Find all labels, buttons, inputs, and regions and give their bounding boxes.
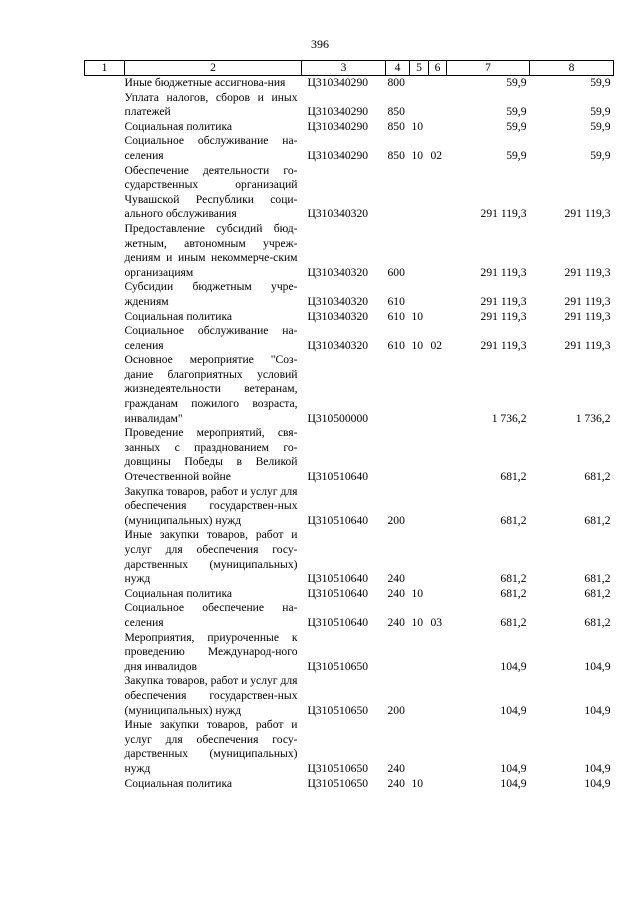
row-rz-cell bbox=[410, 280, 429, 309]
row-value-col7-cell: 681,2 bbox=[500, 572, 527, 586]
row-vr-cell: 610 bbox=[387, 309, 405, 323]
row-value-col8-cell: 681,2 bbox=[584, 615, 611, 629]
row-vr-cell: 200 bbox=[387, 703, 405, 717]
row-name-cell: Проведение мероприятий, свя-занных с празднованием го-довщины Победы в Великой Отечественной войне bbox=[124, 426, 298, 484]
row-pr-cell bbox=[429, 426, 447, 484]
row-name-cell: Иные закупки товаров, работ и услуг для обеспечения госу-дарственных (муниципальных) нужд bbox=[124, 718, 298, 775]
row-pr-cell bbox=[429, 310, 447, 325]
table-row bbox=[85, 280, 614, 309]
row-rz-cell bbox=[410, 631, 429, 675]
row-vr-cell: 610 bbox=[387, 294, 405, 308]
row-index-cell bbox=[85, 587, 125, 602]
row-rz-cell: 10 bbox=[411, 338, 424, 352]
row-value-col7-cell: 291 119,3 bbox=[480, 338, 527, 352]
table-body bbox=[85, 76, 614, 792]
row-index-cell bbox=[85, 120, 125, 135]
row-name-cell: Социальное обеспечение на-селения bbox=[124, 601, 298, 629]
row-code-cell: Ц310510640 bbox=[307, 572, 369, 586]
row-rz-cell: 10 bbox=[411, 586, 424, 600]
column-header: 8 bbox=[530, 61, 614, 76]
row-vr-cell bbox=[386, 353, 410, 426]
row-code-cell: Ц310340320 bbox=[307, 309, 369, 323]
row-code-cell: Ц310340290 bbox=[307, 119, 369, 133]
row-pr-cell bbox=[429, 587, 447, 602]
row-pr-cell: 02 bbox=[430, 338, 443, 352]
row-code-cell: Ц310510650 bbox=[307, 761, 369, 775]
table-row bbox=[85, 222, 614, 280]
row-vr-cell: 240 bbox=[387, 761, 405, 775]
row-code-cell: Ц310510640 bbox=[307, 586, 369, 600]
row-name-cell: Социальная политика bbox=[124, 776, 233, 790]
row-value-col8-cell: 681,2 bbox=[584, 513, 611, 527]
row-pr-cell bbox=[429, 120, 447, 135]
row-name-cell: Социальная политика bbox=[124, 309, 233, 323]
row-rz-cell bbox=[410, 485, 429, 529]
row-rz-cell bbox=[410, 222, 429, 280]
row-value-col7-cell: 291 119,3 bbox=[480, 207, 527, 221]
row-value-col7-cell: 104,9 bbox=[500, 703, 527, 717]
row-value-col8-cell: 1 736,2 bbox=[575, 411, 611, 425]
row-index-cell bbox=[85, 324, 125, 353]
row-value-col8-cell: 291 119,3 bbox=[564, 207, 611, 221]
page-number: 396 bbox=[311, 37, 329, 51]
row-vr-cell: 850 bbox=[387, 119, 405, 133]
row-value-col7-cell: 104,9 bbox=[500, 776, 527, 790]
table-row bbox=[85, 324, 614, 353]
column-header: 2 bbox=[125, 61, 302, 76]
row-name-cell: Иные закупки товаров, работ и услуг для обеспечения госу-дарственных (муниципальных) нужд bbox=[124, 528, 298, 586]
row-pr-cell bbox=[429, 528, 447, 586]
row-name-cell: Социальная политика bbox=[124, 119, 233, 133]
table-row bbox=[85, 718, 614, 776]
row-code-cell: Ц310510650 bbox=[307, 659, 369, 673]
row-pr-cell: 02 bbox=[430, 148, 443, 162]
row-code-cell: Ц310340290 bbox=[307, 105, 369, 119]
table-row bbox=[85, 601, 614, 630]
row-vr-cell: 610 bbox=[387, 338, 405, 352]
row-vr-cell: 240 bbox=[387, 586, 405, 600]
row-index-cell bbox=[85, 631, 125, 675]
row-pr-cell bbox=[429, 353, 447, 426]
column-header: 3 bbox=[302, 61, 386, 76]
row-vr-cell bbox=[386, 426, 410, 484]
row-value-col7-cell: 681,2 bbox=[500, 470, 527, 484]
row-name-cell: Обеспечение деятельности го-сударственных организаций Чувашской Республики соци-ального обслуживания bbox=[124, 163, 298, 221]
row-vr-cell: 240 bbox=[387, 615, 405, 629]
column-header: 7 bbox=[447, 61, 530, 76]
row-value-col7-cell: 59,9 bbox=[506, 76, 527, 89]
table-row bbox=[85, 528, 614, 586]
row-name-cell: Закупка товаров, работ и услуг для обеспечения государствен-ных (муниципальных) нужд bbox=[124, 674, 298, 717]
row-index-cell bbox=[85, 280, 125, 309]
column-header: 1 bbox=[85, 61, 125, 76]
row-rz-cell: 10 bbox=[411, 119, 424, 133]
row-value-col8-cell: 104,9 bbox=[584, 659, 611, 673]
table-row bbox=[85, 76, 614, 91]
row-name-cell: Мероприятия, приуроченные к проведению Международ-ного дня инвалидов bbox=[124, 630, 298, 673]
row-pr-cell bbox=[429, 485, 447, 529]
row-value-col7-cell: 681,2 bbox=[500, 615, 527, 629]
row-name-cell: Основное мероприятие "Соз-дание благоприятных условий жизнедеятельности ветеранам, гражданам пожилого возраста, инвалидам" bbox=[124, 353, 298, 425]
row-code-cell: Ц310510640 bbox=[307, 615, 369, 629]
table-row bbox=[85, 310, 614, 325]
row-pr-cell bbox=[429, 674, 447, 718]
row-code-cell: Ц310340320 bbox=[307, 265, 369, 279]
row-index-cell bbox=[85, 777, 125, 792]
row-value-col7-cell: 291 119,3 bbox=[480, 294, 527, 308]
table-row bbox=[85, 777, 614, 792]
row-code-cell: Ц310340320 bbox=[307, 294, 369, 308]
column-header: 6 bbox=[429, 61, 447, 76]
row-rz-cell: 10 bbox=[411, 309, 424, 323]
row-value-col7-cell: 291 119,3 bbox=[480, 309, 527, 323]
row-rz-cell bbox=[410, 353, 429, 426]
row-value-col8-cell: 291 119,3 bbox=[564, 309, 611, 323]
row-value-col7-cell: 681,2 bbox=[500, 586, 527, 600]
table-row bbox=[85, 134, 614, 163]
row-value-col7-cell: 291 119,3 bbox=[480, 265, 527, 279]
table-row bbox=[85, 485, 614, 529]
row-index-cell bbox=[85, 222, 125, 280]
row-index-cell bbox=[85, 718, 125, 776]
row-code-cell: Ц310340290 bbox=[307, 148, 369, 162]
row-value-col7-cell: 104,9 bbox=[500, 659, 527, 673]
row-index-cell bbox=[85, 674, 125, 718]
row-index-cell bbox=[85, 528, 125, 586]
row-rz-cell bbox=[410, 674, 429, 718]
row-vr-cell: 240 bbox=[387, 572, 405, 586]
row-code-cell: Ц310510640 bbox=[307, 513, 369, 527]
row-name-cell: Социальная политика bbox=[124, 586, 233, 600]
row-code-cell: Ц310510650 bbox=[307, 776, 369, 790]
row-pr-cell: 03 bbox=[430, 615, 443, 629]
table-row bbox=[85, 674, 614, 718]
row-vr-cell: 240 bbox=[387, 776, 405, 790]
row-value-col8-cell: 291 119,3 bbox=[564, 294, 611, 308]
row-pr-cell bbox=[429, 222, 447, 280]
row-pr-cell bbox=[429, 280, 447, 309]
row-name-cell: Субсидии бюджетным учре-ждениям bbox=[124, 280, 298, 308]
row-code-cell: Ц310510650 bbox=[307, 703, 369, 717]
column-header: 5 bbox=[410, 61, 429, 76]
row-vr-cell: 200 bbox=[387, 513, 405, 527]
row-value-col7-cell: 1 736,2 bbox=[491, 411, 527, 425]
row-rz-cell: 10 bbox=[411, 148, 424, 162]
row-rz-cell bbox=[410, 164, 429, 222]
row-vr-cell: 850 bbox=[387, 148, 405, 162]
row-name-cell: Социальное обслуживание на-селения bbox=[124, 134, 298, 162]
row-vr-cell: 850 bbox=[387, 105, 405, 119]
table-row bbox=[85, 164, 614, 222]
row-index-cell bbox=[85, 426, 125, 484]
row-value-col8-cell: 681,2 bbox=[584, 572, 611, 586]
row-value-col8-cell: 291 119,3 bbox=[564, 265, 611, 279]
row-value-col8-cell: 104,9 bbox=[584, 776, 611, 790]
row-value-col8-cell: 59,9 bbox=[590, 76, 611, 89]
row-code-cell: Ц310340320 bbox=[307, 338, 369, 352]
row-pr-cell bbox=[429, 91, 447, 120]
row-code-cell: Ц310340290 bbox=[307, 76, 369, 89]
row-code-cell: Ц310340320 bbox=[307, 207, 369, 221]
row-pr-cell bbox=[429, 76, 447, 91]
row-index-cell bbox=[85, 310, 125, 325]
table-row bbox=[85, 353, 614, 426]
budget-table bbox=[84, 60, 614, 791]
row-pr-cell bbox=[429, 631, 447, 675]
row-name-cell: Предоставление субсидий бюд-жетным, автономным учреж-дениям и иным некоммерче-ским организациям bbox=[124, 221, 298, 279]
row-value-col8-cell: 291 119,3 bbox=[564, 338, 611, 352]
table-row bbox=[85, 120, 614, 135]
row-rz-cell: 10 bbox=[411, 776, 424, 790]
row-rz-cell bbox=[410, 91, 429, 120]
row-value-col8-cell: 104,9 bbox=[584, 703, 611, 717]
row-vr-cell bbox=[386, 631, 410, 675]
row-index-cell bbox=[85, 601, 125, 630]
row-value-col8-cell: 59,9 bbox=[590, 105, 611, 119]
row-code-cell: Ц310500000 bbox=[307, 411, 369, 425]
row-index-cell bbox=[85, 76, 125, 91]
row-index-cell bbox=[85, 485, 125, 529]
table-row bbox=[85, 587, 614, 602]
row-index-cell bbox=[85, 134, 125, 163]
row-vr-cell: 600 bbox=[387, 265, 405, 279]
row-value-col7-cell: 59,9 bbox=[506, 148, 527, 162]
row-value-col8-cell: 681,2 bbox=[584, 586, 611, 600]
row-rz-cell bbox=[410, 528, 429, 586]
row-vr-cell: 800 bbox=[387, 76, 405, 89]
row-pr-cell bbox=[429, 164, 447, 222]
row-pr-cell bbox=[429, 777, 447, 792]
row-name-cell: Иные бюджетные ассигнова-ния bbox=[124, 76, 286, 89]
row-value-col8-cell: 681,2 bbox=[584, 470, 611, 484]
row-name-cell: Закупка товаров, работ и услуг для обеспечения государствен-ных (муниципальных) нужд bbox=[124, 484, 298, 527]
table-row bbox=[85, 91, 614, 120]
row-vr-cell bbox=[386, 164, 410, 222]
row-value-col8-cell: 104,9 bbox=[584, 761, 611, 775]
row-value-col7-cell: 681,2 bbox=[500, 513, 527, 527]
row-value-col7-cell: 59,9 bbox=[506, 119, 527, 133]
table-row bbox=[85, 426, 614, 484]
row-index-cell bbox=[85, 91, 125, 120]
row-pr-cell bbox=[429, 718, 447, 776]
table-header-row bbox=[85, 61, 614, 76]
row-value-col7-cell: 104,9 bbox=[500, 761, 527, 775]
row-rz-cell: 10 bbox=[411, 615, 424, 629]
row-name-cell: Уплата налогов, сборов и иных платежей bbox=[124, 90, 298, 119]
column-header: 4 bbox=[386, 61, 410, 76]
row-code-cell: Ц310510640 bbox=[307, 470, 369, 484]
row-rz-cell bbox=[410, 718, 429, 776]
row-rz-cell bbox=[410, 76, 429, 91]
row-index-cell bbox=[85, 353, 125, 426]
row-value-col7-cell: 59,9 bbox=[506, 105, 527, 119]
row-name-cell: Социальное обслуживание на-селения bbox=[124, 324, 298, 352]
row-rz-cell bbox=[410, 426, 429, 484]
row-value-col8-cell: 59,9 bbox=[590, 148, 611, 162]
table-row bbox=[85, 631, 614, 675]
row-index-cell bbox=[85, 164, 125, 222]
row-value-col8-cell: 59,9 bbox=[590, 119, 611, 133]
